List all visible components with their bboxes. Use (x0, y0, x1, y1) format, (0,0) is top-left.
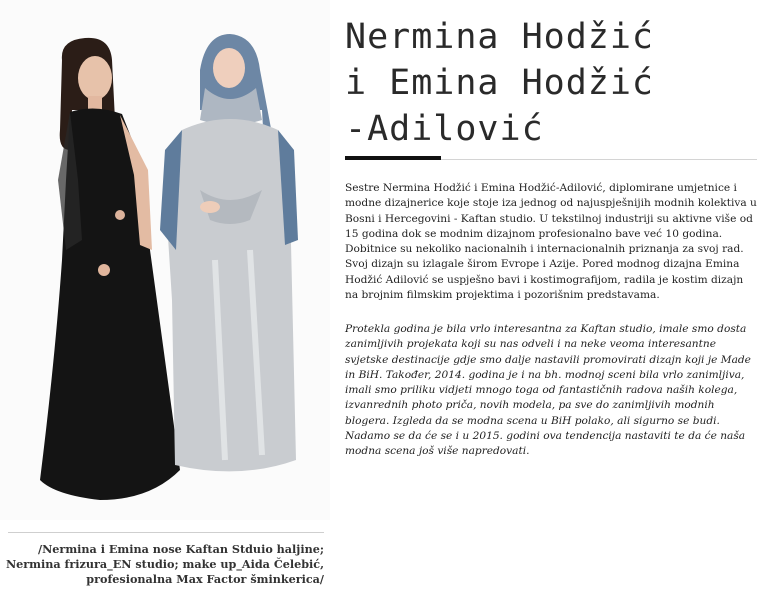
quote-paragraph: Protekla godina je bila vrlo interesantna za Kaftan studio, imale smo dosta zanimljivih projekata koji su nas odveli i na neke veoma interesantne svjetske destinacije gdje smo dalje nastavili promovirati dizajn koji je Made in BiH. Također, 2014. godina je i na bh. modnoj sceni bila vrlo zanimljiva, imali smo priliku vidjeti mnogo toga od fantastičnih radova naših kolega, izvanrednih photo priča, novih modela, pa sve do zanimljivih modnih blogera. Izgleda da se modna scena u BiH polako, ali sigurno se budi. Nadamo se da će se i u 2015. godini ova tendencija nastaviti te da će naša modna scena još više napredovati. (345, 323, 751, 458)
woman-silver-gown (160, 34, 298, 471)
caption-line: Nermina frizura_EN studio; make up_Aida Čelebić, (5, 557, 324, 571)
page-title (345, 14, 745, 152)
portrait-photo (0, 0, 330, 520)
woman-black-gown (40, 38, 180, 500)
bio-paragraph: Sestre Nermina Hodžić i Emina Hodžić-Adilović, diplomirane umjetnice i modne dizajnerice koje stoje iza jednog od najuspješnijih modnih kolektiva u Bosni i Hercegovini - Kaftan studio. U tekstilnoj industriji su aktivne više od 15 godina dok se modnim dizajnom profesionalno bave već 10 godina. Dobitnice su nekoliko nacionalnih i internacionalnih priznanja za svoj rad. Svoj dizajn su izlagale širom Evrope i Azije. Pored modnog dizajna Emina Hodžić Adilović se uspješno bavi i kostimografijom, radila je kostim dizajn na brojnim filmskim projektima i pozorišnim predstavama. (345, 182, 757, 302)
caption-line: /Nermina i Emina nose Kaftan Stduio haljine; (38, 542, 324, 556)
title-line: Nermina Hodžić (345, 17, 655, 57)
two-women-photo-illustration (0, 0, 330, 520)
caption-line: profesionalna Max Factor šminkerica/ (86, 572, 324, 586)
caption-divider (8, 532, 324, 533)
title-line: i Emina Hodžić (345, 63, 655, 103)
title-divider-accent (345, 156, 441, 160)
title-line: -Adilović (345, 109, 544, 149)
photo-caption (0, 542, 324, 587)
